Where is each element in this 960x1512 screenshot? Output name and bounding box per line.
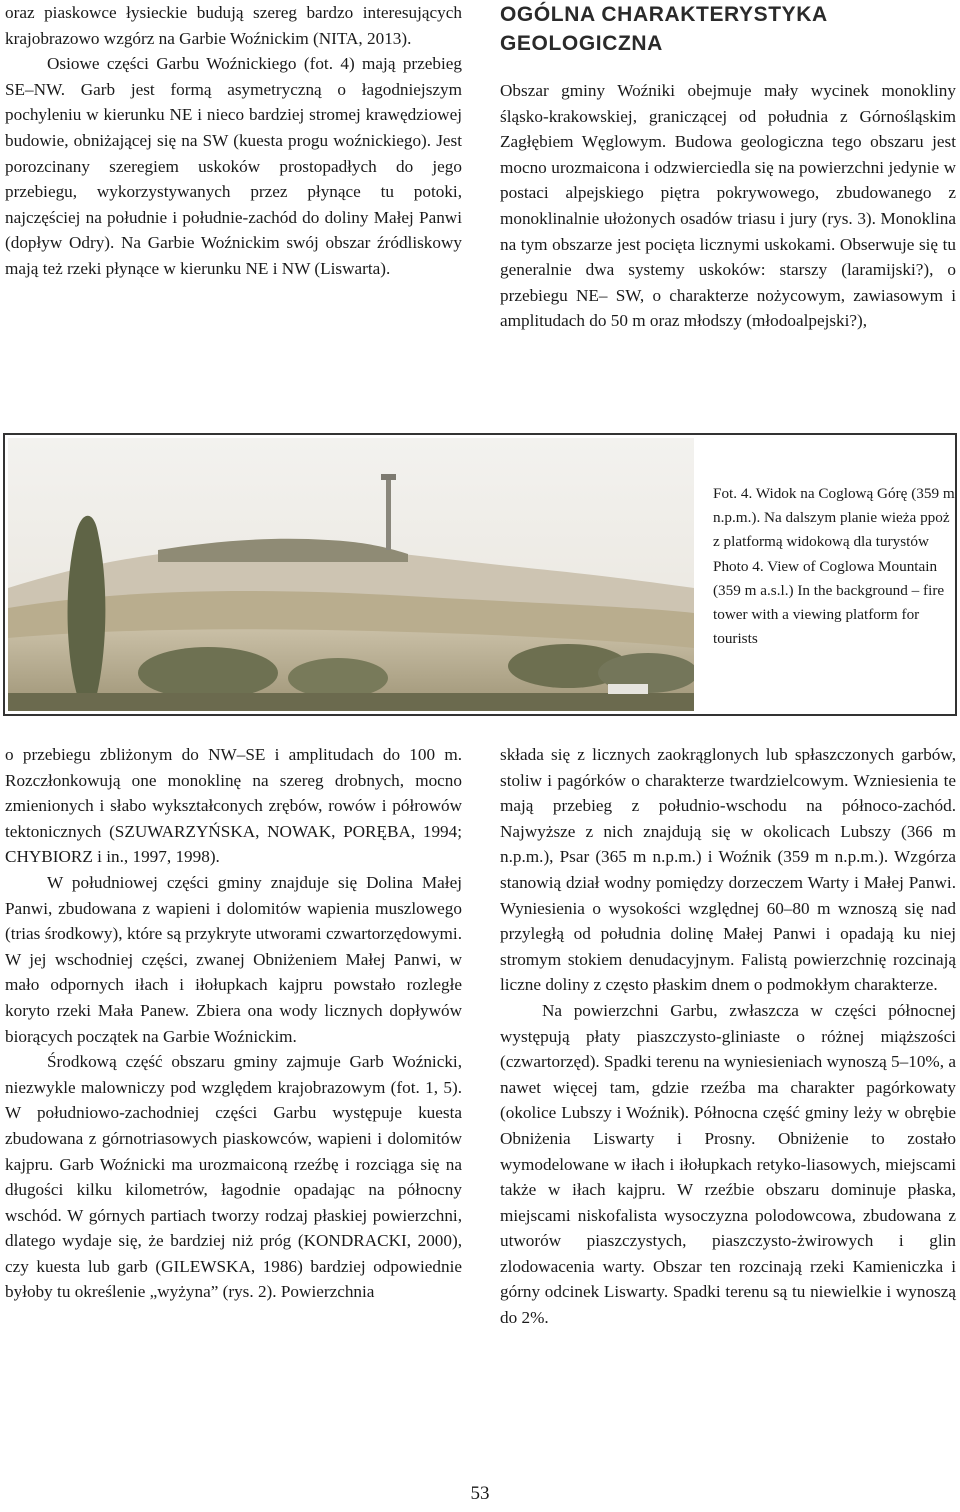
photo-figure [3,433,957,716]
column-top-right [500,0,956,334]
paragraph: oraz piaskowce łysieckie budują szereg bardzo interesujących krajobrazowo wzgórz na Garbie Woźnickim (NITA, 2013). [5,3,462,48]
photo-caption [713,482,958,651]
column-bottom-right [500,742,956,1331]
landscape-photo [8,438,694,711]
caption-english: Photo 4. View of Coglowa Mountain (359 m a.s.l.) In the background – fire tower with a viewing platform for tourists [713,557,945,648]
paragraph: o przebiegu zbliżonym do NW–SE i amplitudach do 100 m. Rozczłonkowują one monoklinę na szereg drobnych, mocno zmienionych i słabo wykształconych zrębów, rowów i półrowów tektonicznych (SZUWARZYŃSKA, NOWAK, PORĘBA, 1994; CHYBIORZ i in., 1997, 1998). [5,745,462,867]
paragraph: Środkową część obszaru gminy zajmuje Garb Woźnicki, niezwykle malowniczy pod względem krajobrazowym (fot. 1, 5). W południowo-zachodniej części Garbu występuje kuesta zbudowana z górnotriasowych piaskowców, wapieni i dolomitów kajpru. Garb Woźnicki ma urozmaiconą rzeźbę i rozciąga się na długości kilku kilometrów, łagodnie opadając na północny wschód. W górnych partiach tworzy rodzaj płaskiej powierzchni, dlatego wydaje się, że bardziej niż próg (KONDRACKI, 2000), czy kuesta lub garb (GILEWSKA, 1986) bardziej odpowiednie byłoby tu określenie „wyżyna” (rys. 2). Powierzchnia [5,1052,462,1302]
column-top-left [5,0,462,282]
column-bottom-left [5,742,462,1305]
paragraph: Osiowe części Garbu Woźnickiego (fot. 4) mają przebieg SE–NW. Garb jest formą asymetryczną o łagodniejszym pochyleniu w kierunku NE i nieco bardziej stromej krawędziowej budowie, obniżającej się na SW (kuesta progu woźnickiego). Jest porozcinany szeregiem uskoków prostopadłych do jego przebiegu, wykorzystywanych przez płynące tu potoki, najczęściej na południe i południe-zachód do doliny Małej Panwi (dopływ Odry). Na Garbie Woźnickim swój obszar źródliskowy mają też rzeki płynące w kierunku NE i NW (Liswarta). [5,54,462,278]
page-number: 53 [470,1483,490,1504]
landscape-photo-illustration [8,438,694,711]
paragraph: składa się z licznych zaokrąglonych lub spłaszczonych garbów, stoliw i pagórków o charakterze twardzielcowym. Wzniesienia te mają przebieg z południo-wschodu na północo-zachód. Najwyższe z nich znajdują się w okolicach Lubszy (366 m n.p.m.), Psar (365 m n.p.m.) i Woźnik (359 m n.p.m.). Wzgórza stanowią dział wodny pomiędzy dorzeczem Warty i Małej Panwi. Wyniesienia o wysokości względnej 60–80 m wznoszą się nad przyległą od południa dolinę Małej Panwi i opadają ku niej stromym stokiem denudacyjnym. Falistą powierzchnię rozcinają liczne doliny z często płaskim dnem o podmokłym charakterze. [500,745,956,995]
paragraph: Na powierzchni Garbu, zwłaszcza w części północnej występują płaty piaszczysto-gliniaste o różnej miąższości (czwartorzęd). Spadki terenu na wyniesieniach wynoszą 5–10%, a nawet więcej tam, gdzie rzeźba ma charakter pagórkowaty (okolice Lubszy i Woźnik). Północna część gminy leży w obrębie Obniżenia Liswarty i Prosny. Obniżenie to zostało wymodelowane w iłach i iłołupkach retyko-liasowych, miejscami także w iłach kajpru. W rzeźbie obszaru dominuje płaska, miejscami niskofalista wysoczyzna polodowcowa, zbudowana z utworów piaszczystych, piaszczysto-żwirowych i glin zlodowacenia warty. Obszar ten rozcinają rzeki Kamieniczka i górny odcinek Liswarty. Spadki terenu są tu niewielkie i wynoszą do 2%. [500,1000,956,1328]
paragraph: W południowej części gminy znajduje się Dolina Małej Panwi, zbudowana z wapieni i dolomitów wapienia muszlowego (trias środkowy), które są przykryte utworami czwartorzędowymi. W jej wschodniej części, zwanej Obniżeniem Małej Panwi, w mało odpornych iłach i iłołupkach kajpru powstało rozległe koryto rzeki Mała Panew. Zbiera ona wody licznych dopływów biorących początek na Garbie Woźnickim. [5,872,462,1046]
caption-polish: Fot. 4. Widok na Coglową Górę (359 m n.p.m.). Na dalszym planie wieża ppoż z platformą widokową dla turystów [713,485,955,551]
section-heading: OGÓLNA CHARAKTERYSTYKA GEOLOGICZNA [500,3,828,55]
paragraph: Obszar gminy Woźniki obejmuje mały wycinek monokliny śląsko-krakowskiej, graniczącej od południa z Górnośląskim Zagłębiem Węglowym. Budowa geologiczna tego obszaru jest mocno urozmaicona i odzwierciedla się na powierzchni jedynie w postaci alpejskiego piętra pokrywowego, zbudowanego z monoklinalnie ułożonych osadów triasu i jury (rys. 3). Monoklina na tym obszarze jest pocięta licznymi uskokami. Obserwuje się tu generalnie dwa systemy uskoków: starszy (laramijski?), o przebiegu NE– SW, o charakterze nożycowym, zawiasowym i amplitudach do 50 m oraz młodszy (młodoalpejski?), [500,81,956,331]
